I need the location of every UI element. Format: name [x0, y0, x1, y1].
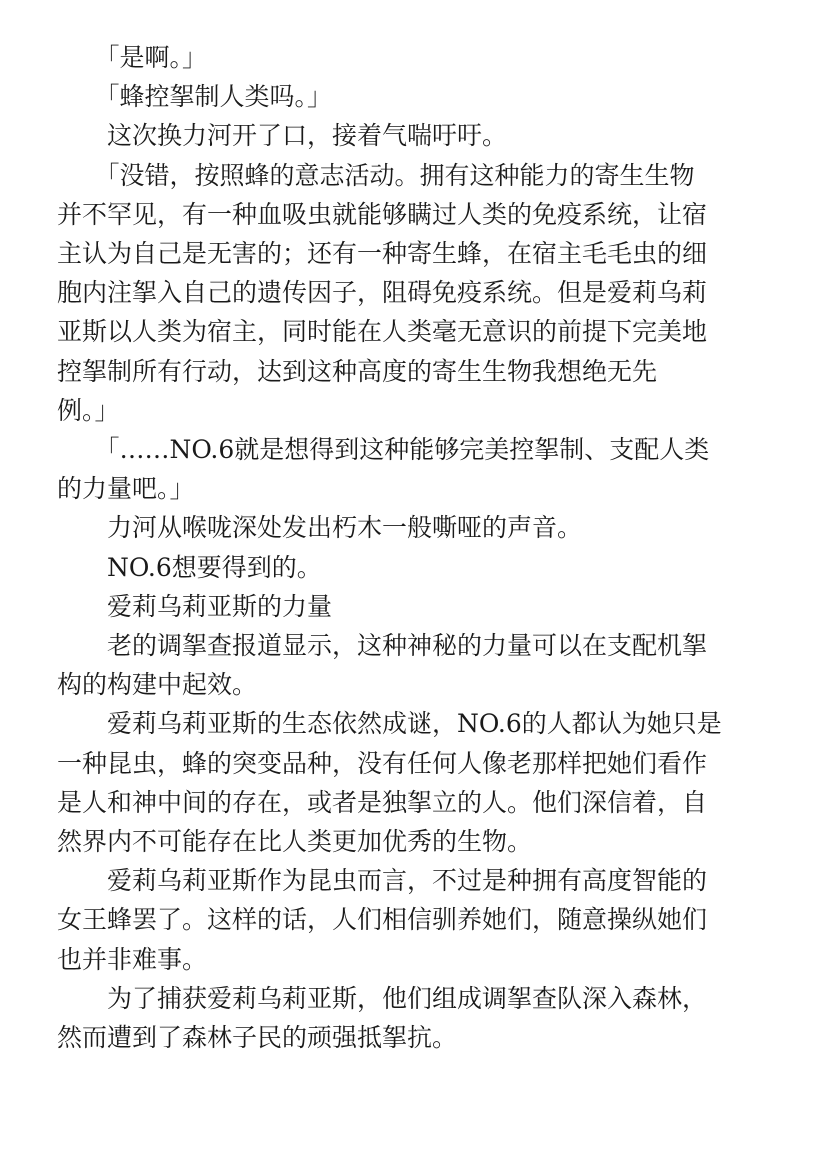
paragraph: 「蜂控挐制人类吗。」: [57, 82, 333, 112]
paragraph: 「是啊。」: [57, 43, 208, 72]
paragraph: 爱莉乌莉亚斯作为昆虫而言，不过是种拥有高度智能的 女王蜂罢了。这样的话，人们相信驯养她们，随意操纵她们 也并非难事。: [57, 866, 708, 974]
paragraph: 爱莉乌莉亚斯的生态依然成谜，NO.6的人都认为她只是 一种昆虫，蜂的突变品种，没有任何人像老那样把她们看作 是人和神中间的存在，或者是独挐立的人。他们深信着，自 然界内不可能存在比人类更加优秀的生物。: [57, 709, 722, 857]
paragraph: 「没错，按照蜂的意志活动。拥有这种能力的寄生生物 并不罕见，有一种血吸虫就能够瞒过人类的免疫系统，让宿 主认为自己是无害的；还有一种寄生蜂，在宿主毛毛虫的细 胞内注挐入自己的遗传因子，阻碍免疫系统。但是爱莉乌莉 亚斯以人类为宿主，同时能在人类毫无意识的前提下完美地 控挐制所有行动，达到这种高度的寄生生物我想绝无先 例。」: [57, 160, 708, 425]
paragraph: 「……NO.6就是想得到这种能够完美控挐制、支配人类 的力量吧。」: [57, 435, 710, 504]
paragraph: 这次换力河开了口，接着气喘吁吁。: [57, 121, 508, 151]
paragraph: 力河从喉咙深处发出朽木一般嘶哑的声音。: [57, 513, 583, 543]
paragraph: 老的调挐查报道显示，这种神秘的力量可以在支配机挐 构的构建中起效。: [57, 631, 708, 700]
paragraph: 爱莉乌莉亚斯的力量: [57, 591, 333, 621]
paragraph: 为了捕获爱莉乌莉亚斯，他们组成调挐查队深入森林， 然而遭到了森林子民的顽强抵挐抗。: [57, 983, 708, 1053]
paragraph: NO.6想要得到的。: [57, 552, 322, 582]
document-page: [57, 38, 757, 1057]
